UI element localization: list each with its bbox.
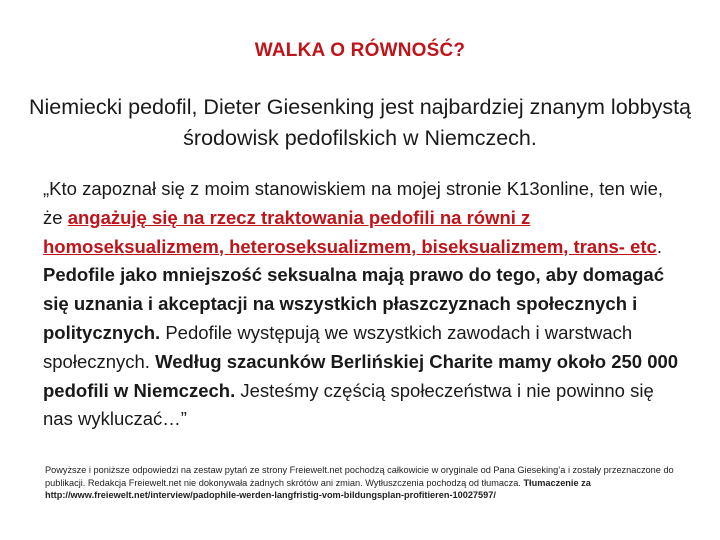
quote-highlight-underlined: angażuję się na rzecz traktowania pedofili na równi z homoseksualizmem, heteroseksualizmem, biseksualizmem, trans- etc [43, 206, 657, 257]
quote-text: Pedofile występują we wszystkich zawodach i warstwach społecznych. [43, 321, 633, 372]
quote-text: Jesteśmy częścią społeczeństwa i nie powinno się nas wykluczać…” [43, 379, 654, 430]
slide-title: WALKA O RÓWNOŚĆ? [254, 40, 466, 61]
quote-paragraph [43, 175, 683, 434]
quote-bold-text: Według szacunków Berlińskiej Charite mamy około 250 000 pedofili w Niemczech. [43, 350, 679, 401]
quote-text: . [656, 235, 662, 257]
quote-text: „Kto zapoznał się z moim stanowiskiem na mojej stronie K13online, ten wie, że [43, 178, 664, 228]
quote-bold-text: Pedofile jako mniejszość seksualna mają prawo do tego, aby domagać się uznania i akceptacji na wszystkich płaszczyznach społecznych i politycznych. [43, 264, 664, 343]
source-note-text: Powyższe i poniższe odpowiedzi na zestaw pytań ze strony Freiewelt.net pochodzą całkowicie w oryginale od Pana Gieseking’a i zostały przeznaczone do publikacji. Redakcja Freiewelt.net nie dokonywała żadnych skrótów ani zmian. Wytłuszczenia pochodzą od tłumacza. [45, 465, 674, 488]
source-note-link: Tłumaczenie za http://www.freiewelt.net/interview/padophile-werden-langfristig-vom-bildungsplan-profitieren-10027597/ [45, 477, 591, 501]
source-note [45, 464, 685, 502]
slide-subtitle: Niemiecki pedofil, Dieter Giesenking jest najbardziej znanym lobbystą środowisk pedofilskich w Niemczech. [28, 95, 692, 150]
